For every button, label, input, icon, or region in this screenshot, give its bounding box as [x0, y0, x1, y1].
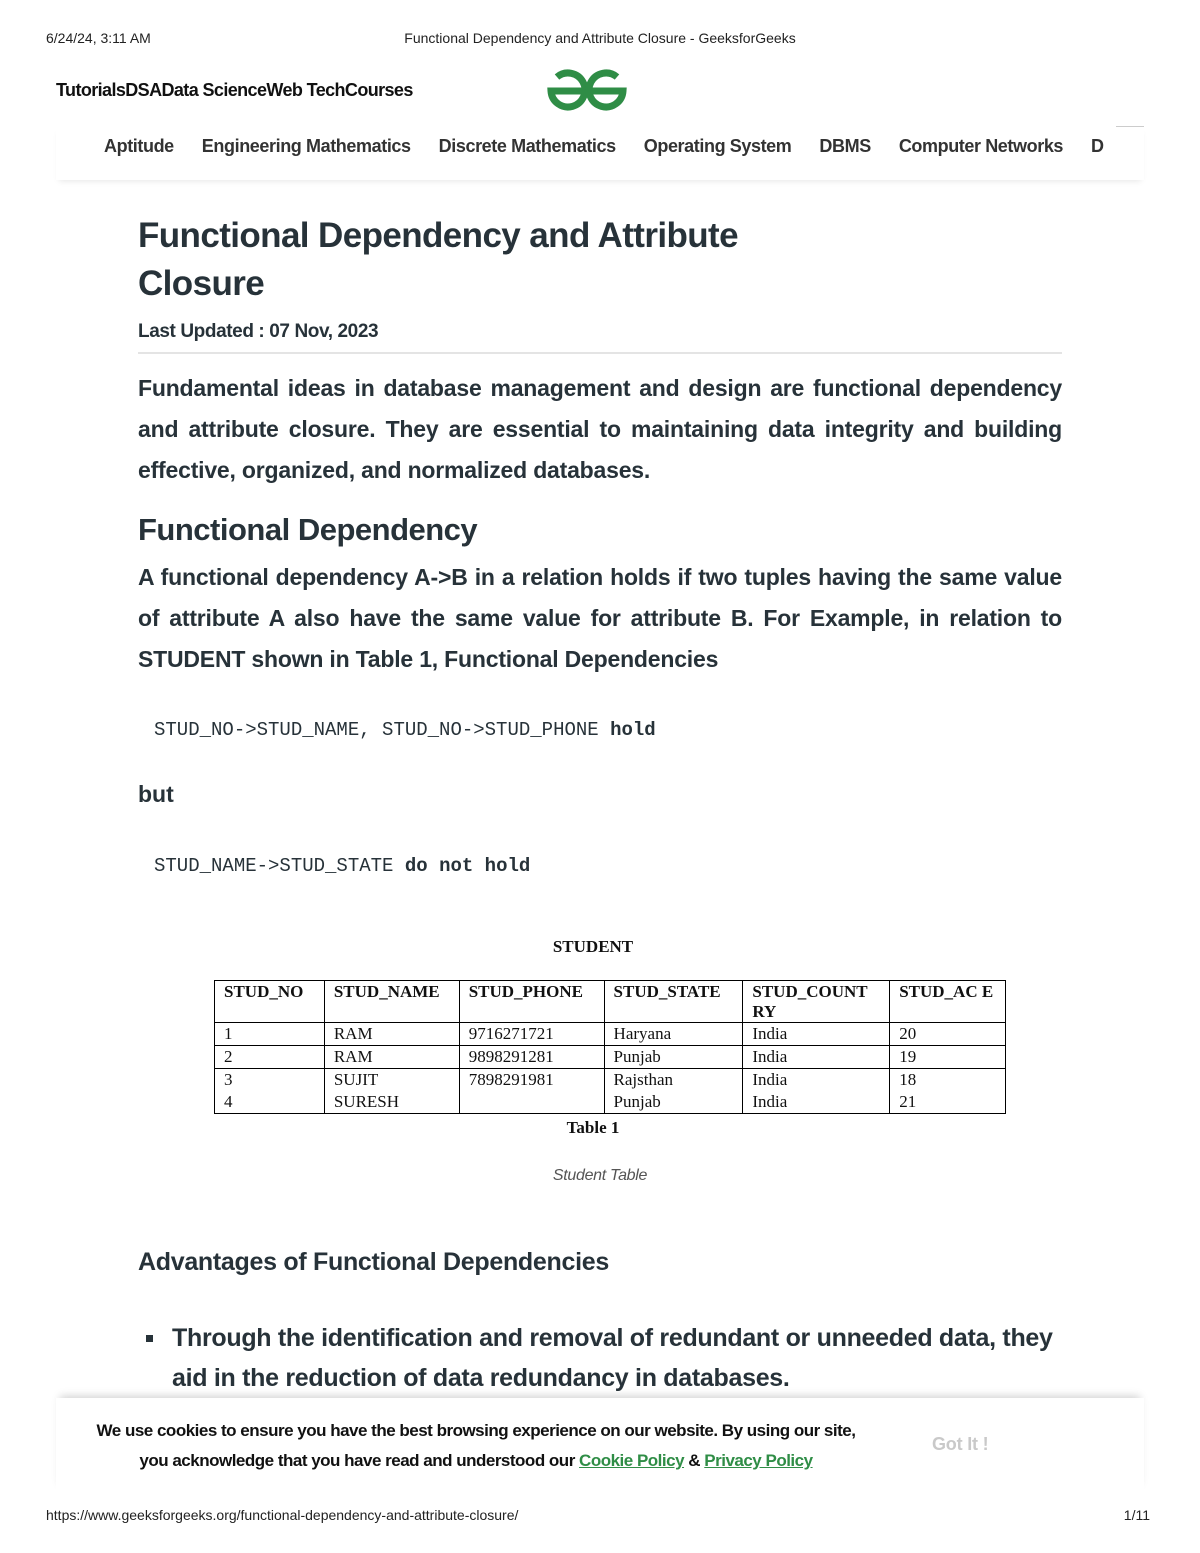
top-nav — [56, 80, 413, 101]
code-snippet — [154, 855, 530, 877]
functional-dependency-paragraph: A functional dependency A->B in a relation holds if two tuples having the same value of attribute A also have the same value for attribute B. For Example, in relation to STUDENT shown in Table 1, Functional Dependencies — [138, 564, 1062, 672]
category-nav-item[interactable]: D — [1091, 136, 1104, 156]
table-cell: 7898291981 — [459, 1069, 604, 1092]
category-nav-item[interactable]: Computer Networks — [898, 136, 1064, 156]
table-cell: RAM — [324, 1046, 459, 1069]
list-item-text: Through the identification and removal of redundant or unneeded data, they aid in the reduction of data redundancy in databases. — [172, 1324, 1053, 1392]
but-text: but — [138, 781, 174, 807]
cookie-amp: & — [684, 1451, 705, 1470]
table-cell: India — [743, 1091, 890, 1114]
article-title: Functional Dependency and Attribute Closure — [138, 216, 738, 303]
nav-divider — [1116, 126, 1144, 127]
table-row — [215, 1091, 1006, 1114]
print-datetime: 6/24/24, 3:11 AM — [46, 30, 151, 46]
table-cell: 18 — [890, 1069, 1006, 1092]
section-heading-functional-dependency: Functional Dependency — [138, 512, 478, 547]
gfg-logo-icon[interactable] — [543, 66, 631, 116]
table-cell: India — [743, 1023, 890, 1046]
category-nav-item[interactable]: DBMS — [819, 136, 871, 156]
table-cell: 9898291281 — [459, 1046, 604, 1069]
list-item — [138, 1318, 1062, 1398]
table-cell: India — [743, 1046, 890, 1069]
top-nav-item[interactable]: Courses — [344, 80, 413, 100]
code-keyword: do not hold — [404, 855, 531, 877]
table-cell: 1 — [215, 1023, 325, 1046]
print-doc-title: Functional Dependency and Attribute Closure - GeeksforGeeks — [404, 30, 796, 46]
table-header-cell: STUD_AC E — [890, 981, 1006, 1023]
table-cell: 20 — [890, 1023, 1006, 1046]
table-cell: 9716271721 — [459, 1023, 604, 1046]
table-caption-top: STUDENT — [552, 937, 634, 956]
code-keyword: hold — [610, 719, 656, 741]
table-cell: Punjab — [604, 1091, 743, 1114]
category-nav-item[interactable]: Operating System — [643, 136, 792, 156]
table-row — [215, 1023, 1006, 1046]
bullet-icon — [146, 1335, 153, 1342]
table-cell: India — [743, 1069, 890, 1092]
cookie-policy-link[interactable]: Cookie Policy — [579, 1451, 685, 1470]
cookie-banner — [56, 1398, 1144, 1494]
print-page-number: 1/11 — [1123, 1507, 1150, 1523]
table-cell: 2 — [215, 1046, 325, 1069]
student-table — [214, 980, 1006, 1114]
intro-paragraph: Fundamental ideas in database management and design are functional dependency and attribute closure. They are essential to maintaining data integrity and building effective, organized, and normalized databases. — [138, 375, 1062, 483]
category-nav-item[interactable]: Engineering Mathematics — [201, 136, 411, 156]
table-caption-bottom: Table 1 — [566, 1118, 620, 1137]
privacy-policy-link[interactable]: Privacy Policy — [704, 1451, 813, 1470]
last-updated: Last Updated : 07 Nov, 2023 — [138, 321, 379, 342]
section-heading-advantages: Advantages of Functional Dependencies — [138, 1248, 609, 1276]
code-expression: STUD_NO->STUD_NAME, STUD_NO->STUD_PHONE — [154, 719, 599, 741]
table-header-cell: STUD_STATE — [604, 981, 743, 1023]
table-cell: RAM — [324, 1023, 459, 1046]
code-snippet — [154, 719, 656, 741]
category-nav-item[interactable]: Aptitude — [104, 136, 174, 156]
code-expression: STUD_NAME->STUD_STATE — [154, 855, 394, 877]
table-cell — [459, 1091, 604, 1114]
title-divider — [138, 352, 1062, 354]
table-cell: Haryana — [604, 1023, 743, 1046]
table-header-cell: STUD_PHONE — [459, 981, 604, 1023]
table-cell: SUJIT — [324, 1069, 459, 1092]
table-cell: SURESH — [324, 1091, 459, 1114]
top-nav-item[interactable]: Web Tech — [266, 80, 345, 100]
cookie-message — [96, 1416, 856, 1476]
cookie-message-text: We use cookies to ensure you have the best browsing experience on our website. By using our site, you acknowledge that you have read and understood our — [96, 1421, 856, 1470]
table-row — [215, 1046, 1006, 1069]
table-header-row — [215, 981, 1006, 1023]
got-it-button[interactable]: Got It ! — [932, 1434, 989, 1454]
figure-caption: Student Table — [552, 1167, 648, 1184]
table-cell: 3 — [215, 1069, 325, 1092]
table-header-cell: STUD_NO — [215, 981, 325, 1023]
table-cell: Rajsthan — [604, 1069, 743, 1092]
table-cell: 4 — [215, 1091, 325, 1114]
category-nav-item[interactable]: Discrete Mathematics — [438, 136, 616, 156]
table-cell: Punjab — [604, 1046, 743, 1069]
advantages-list — [138, 1318, 1062, 1398]
top-nav-item[interactable]: Data Science — [161, 80, 267, 100]
table-cell: 19 — [890, 1046, 1006, 1069]
table-cell: 21 — [890, 1091, 1006, 1114]
top-nav-item[interactable]: DSA — [125, 80, 162, 100]
top-nav-item[interactable]: Tutorials — [56, 80, 126, 100]
category-nav — [56, 126, 1144, 180]
table-row — [215, 1069, 1006, 1092]
table-header-cell: STUD_COUNT RY — [743, 981, 890, 1023]
table-header-cell: STUD_NAME — [324, 981, 459, 1023]
print-url: https://www.geeksforgeeks.org/functional-dependency-and-attribute-closure/ — [46, 1507, 519, 1523]
